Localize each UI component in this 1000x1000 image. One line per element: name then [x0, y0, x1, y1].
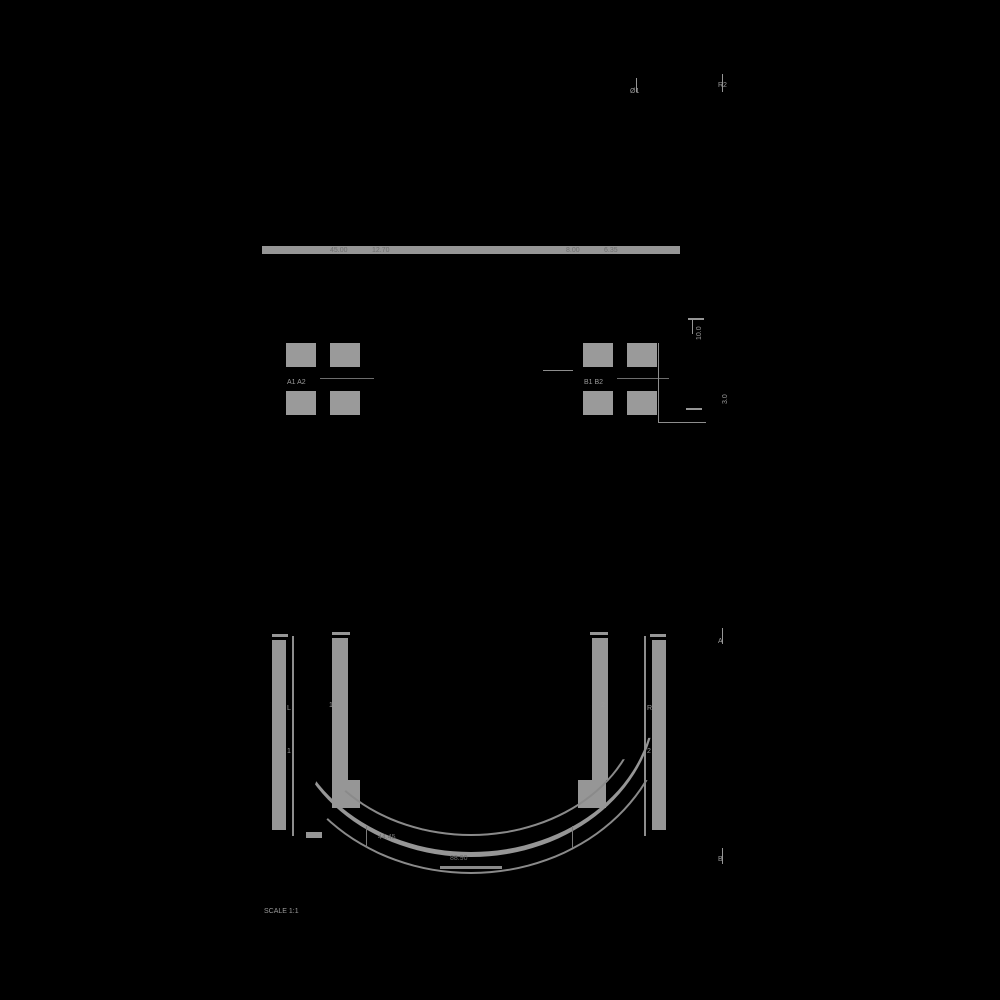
right-upper-bracket	[688, 318, 704, 320]
pad-r4[interactable]	[627, 391, 657, 415]
pad-l1[interactable]	[286, 343, 316, 367]
body-right-inner-tick	[590, 632, 608, 635]
pad-r1[interactable]	[583, 343, 613, 367]
bottom-tick-2	[572, 826, 573, 848]
top-bar-label-left: 45.00	[330, 247, 348, 254]
pad-l3[interactable]	[286, 391, 316, 415]
right-lower-bracket	[686, 408, 702, 410]
body-left-inner-marker: 1	[329, 702, 333, 709]
pad-left-divider	[320, 378, 374, 379]
pad-r2[interactable]	[627, 343, 657, 367]
pad-right-extension	[658, 343, 659, 423]
body-left-rail-label2: 1	[287, 748, 291, 755]
body-right-rail-label: R	[647, 705, 653, 712]
right-upper-label: 10.0	[696, 326, 703, 340]
pad-group-left-caption: A1 A2	[287, 379, 306, 386]
bottom-left-step	[306, 832, 322, 838]
right-lower-label: 3.0	[722, 394, 729, 404]
pad-group-right-caption: B1 B2	[584, 379, 604, 386]
pad-r3[interactable]	[583, 391, 613, 415]
body-right-rail-label2: 2	[647, 748, 651, 755]
pad-l2[interactable]	[330, 343, 360, 367]
pad-right-extension-foot	[658, 422, 706, 423]
pad-right-leader	[543, 370, 573, 371]
top-bar-label-right: 8.00	[566, 247, 580, 254]
top-bar-label-right2: 6.35	[604, 247, 618, 254]
far-top-right-label: R2	[718, 82, 727, 89]
body-left-rail-label: L	[287, 705, 291, 712]
right-scale-bottom-label: B	[718, 856, 723, 863]
body-right-outer-edge	[650, 634, 666, 637]
bottom-center-bar	[440, 866, 502, 869]
right-scale-top-label: A	[718, 638, 723, 645]
pad-l4[interactable]	[330, 391, 360, 415]
top-bar-label-mid: 12.70	[372, 247, 390, 254]
pad-right-divider	[617, 378, 669, 379]
bottom-mid-label: 44.45	[378, 834, 396, 841]
body-right-inner-marker: 2	[601, 702, 605, 709]
far-top-label: Ø1	[630, 88, 640, 95]
bottom-tick-1	[366, 826, 367, 848]
right-upper-tick	[692, 320, 693, 334]
bottom-dim-label: 88.90	[450, 855, 468, 862]
body-left-outer-edge	[272, 634, 288, 637]
bottom-left-note: SCALE 1:1	[264, 908, 299, 915]
body-left-inner-tick	[332, 632, 350, 635]
